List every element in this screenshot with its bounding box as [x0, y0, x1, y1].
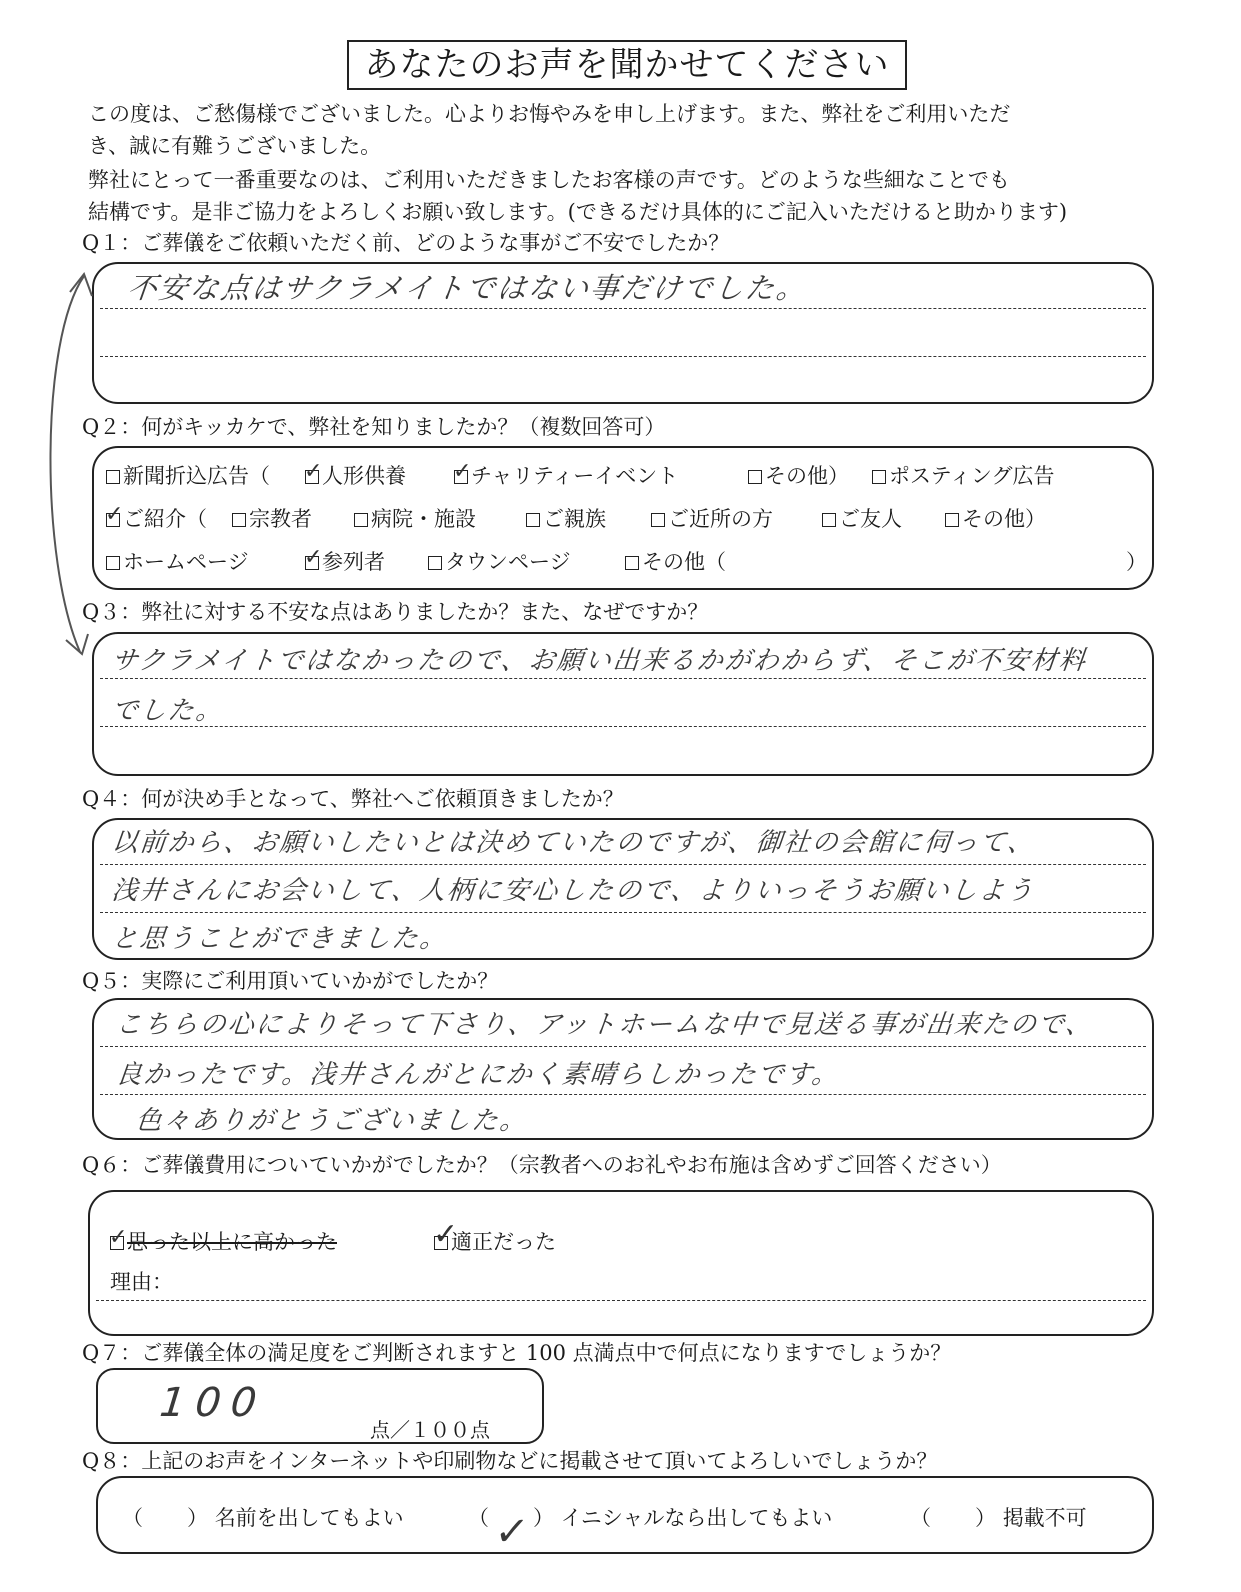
- q8-opt-not-publish[interactable]: （ ） 掲載不可: [910, 1506, 1087, 1530]
- q8-paren-open: （: [910, 1506, 931, 1530]
- q2-opt-friends[interactable]: ご友人: [822, 503, 902, 533]
- q4-answer-line-2: 浅井さんにお会いして、人柄に安心したので、よりいっそうお願いしよう: [110, 876, 1037, 906]
- q2-opt-other-3[interactable]: その他（: [625, 546, 726, 576]
- q6-reason-label: 理由：: [110, 1270, 173, 1294]
- checkbox[interactable]: [232, 513, 246, 527]
- q5-rule-2: [100, 1094, 1146, 1095]
- q6-answer-box: [88, 1190, 1154, 1336]
- check-icon: ✓: [453, 459, 472, 484]
- q4-answer-line-3: と思うことができました。: [110, 924, 450, 954]
- q3-rule-1: [100, 678, 1146, 679]
- checkbox[interactable]: [106, 556, 120, 570]
- q2-opt-attendee[interactable]: ✓ 参列者: [304, 545, 385, 574]
- check-icon: ✓: [105, 502, 124, 527]
- check-icon: ✓: [304, 545, 323, 570]
- q4-rule-1: [100, 864, 1146, 865]
- arrow-curve: [50, 276, 84, 652]
- q8-paren-close: ）: [533, 1506, 554, 1530]
- checkbox[interactable]: [651, 513, 665, 527]
- q3-answer-line-2: でした。: [110, 696, 226, 726]
- check-icon: ✓: [492, 1509, 533, 1555]
- q2-opt-relatives[interactable]: ご親族: [526, 503, 606, 533]
- q6-rule-1: [96, 1300, 1146, 1301]
- intro-line-4: 結構です。是非ご協力をよろしくお願い致します。(できるだけ具体的にご記入いただけると助かります): [88, 200, 1068, 224]
- q8-opt-name-ok[interactable]: （ ） 名前を出してもよい: [122, 1506, 404, 1530]
- q3-question: Q３：弊社に対する不安な点はありましたか？また、なぜですか？: [82, 600, 709, 624]
- q7-question: Q７：ご葬儀全体の満足度をご判断されますと 100 点満点中で何点になりますでしょうか？: [82, 1341, 952, 1365]
- q5-answer-line-2: 良かったです。浅井さんがとにかく素晴らしかったです。: [114, 1060, 842, 1090]
- q2-opt-other-2[interactable]: その他）: [945, 503, 1046, 533]
- q2-question: Q２：何がキッカケで、弊社を知りましたか？（複数回答可）: [82, 415, 666, 439]
- q1-question: Q１：ご葬儀をご依頼いただく前、どのような事がご不安でしたか？: [82, 231, 730, 255]
- q5-rule-1: [100, 1046, 1146, 1047]
- checkbox[interactable]: [354, 513, 368, 527]
- intro-line-1: この度は、ご愁傷様でございました。心よりお悔やみを申し上げます。また、弊社をご利用いただ: [88, 102, 1011, 126]
- q2-other-close-paren: ）: [1126, 550, 1147, 574]
- q2-opt-charity-event[interactable]: ✓ チャリティーイベント: [453, 459, 679, 488]
- q8-opt-initials-ok[interactable]: （ ✓ ） イニシャルなら出してもよい: [468, 1506, 833, 1555]
- q1-rule-2: [100, 356, 1146, 357]
- q4-answer-line-1: 以前から、お願いしたいとは決めていたのですが、御社の会館に伺って、: [110, 828, 1037, 858]
- q2-opt-neighbors[interactable]: ご近所の方: [651, 503, 773, 533]
- q7-score-value: 100: [157, 1380, 269, 1426]
- q3-rule-2: [100, 726, 1146, 727]
- q2-opt-referral[interactable]: ✓ ご紹介（: [105, 502, 207, 531]
- q8-paren-open: （: [468, 1506, 489, 1530]
- q2-opt-newspaper[interactable]: 新聞折込広告（: [106, 460, 270, 490]
- q6-opt-higher-than-expected[interactable]: ✓ 思った以上に高かった: [109, 1225, 337, 1254]
- checkbox[interactable]: [428, 556, 442, 570]
- check-icon: ✓: [109, 1225, 128, 1250]
- checkbox[interactable]: [625, 556, 639, 570]
- checkbox[interactable]: [872, 470, 886, 484]
- q8-question: Q８：上記のお声をインターネットや印刷物などに掲載させて頂いてよろしいでしょうか？: [82, 1449, 938, 1473]
- q6-opt-fair[interactable]: ✓ 適正だった: [433, 1217, 556, 1254]
- q6-question: Q６：ご葬儀費用についていかがでしたか？（宗教者へのお礼やお布施は含めずご回答ください）: [82, 1153, 1002, 1177]
- q1-answer-text: 不安な点はサクラメイトではない事だけでした。: [126, 271, 810, 305]
- q2-opt-homepage[interactable]: ホームページ: [106, 546, 249, 576]
- q5-answer-line-3: 色々ありがとうございました。: [134, 1106, 530, 1136]
- q2-opt-town-page[interactable]: タウンページ: [428, 546, 571, 576]
- arrow-head-top: [70, 274, 92, 296]
- checkbox-checked[interactable]: [105, 502, 124, 527]
- checkbox-checked[interactable]: [433, 1217, 459, 1252]
- q3-answer-line-1: サクラメイトではなかったので、お願い出来るかがわからず、そこが不安材料: [110, 646, 1089, 676]
- q1-rule-1: [100, 308, 1146, 309]
- q8-paren-close: ）: [975, 1506, 996, 1530]
- q4-rule-2: [100, 912, 1146, 913]
- arrow-head-bottom: [66, 634, 88, 654]
- intro-line-2: き、誠に有難うございました。: [88, 134, 382, 158]
- q2-opt-clergy[interactable]: 宗教者: [232, 503, 312, 533]
- checkbox[interactable]: [822, 513, 836, 527]
- checkbox-checked[interactable]: [304, 459, 323, 484]
- q2-opt-doll-memorial[interactable]: ✓ 人形供養: [304, 459, 406, 488]
- checkbox[interactable]: [748, 470, 762, 484]
- check-icon: ✓: [433, 1217, 459, 1252]
- q4-question: Q４：何が決め手となって、弊社へご依頼頂きましたか？: [82, 787, 624, 811]
- q2-opt-other-1[interactable]: その他）: [748, 460, 849, 490]
- q7-score-unit: 点／１００点: [370, 1418, 490, 1442]
- checkbox[interactable]: [945, 513, 959, 527]
- q2-opt-posting[interactable]: ポスティング広告: [872, 460, 1054, 490]
- q2-opt-hospital[interactable]: 病院・施設: [354, 503, 476, 533]
- page-title: あなたのお声を聞かせてください: [347, 40, 907, 90]
- q5-question: Q５：実際にご利用頂いていかがでしたか？: [82, 969, 499, 993]
- checkbox[interactable]: [526, 513, 540, 527]
- q8-paren-open: （: [122, 1506, 143, 1530]
- checkbox[interactable]: [106, 470, 120, 484]
- checkbox-checked[interactable]: [304, 545, 323, 570]
- q8-paren-close: ）: [187, 1506, 208, 1530]
- checkbox-checked[interactable]: [109, 1225, 128, 1250]
- checkbox-checked[interactable]: [453, 459, 472, 484]
- intro-line-3: 弊社にとって一番重要なのは、ご利用いただきましたお客様の声です。どのような些細なことでも: [88, 168, 1010, 192]
- check-icon: ✓: [304, 459, 323, 484]
- q5-answer-line-1: こちらの心によりそって下さり、アットホームな中で見送る事が出来たので、: [114, 1010, 1095, 1040]
